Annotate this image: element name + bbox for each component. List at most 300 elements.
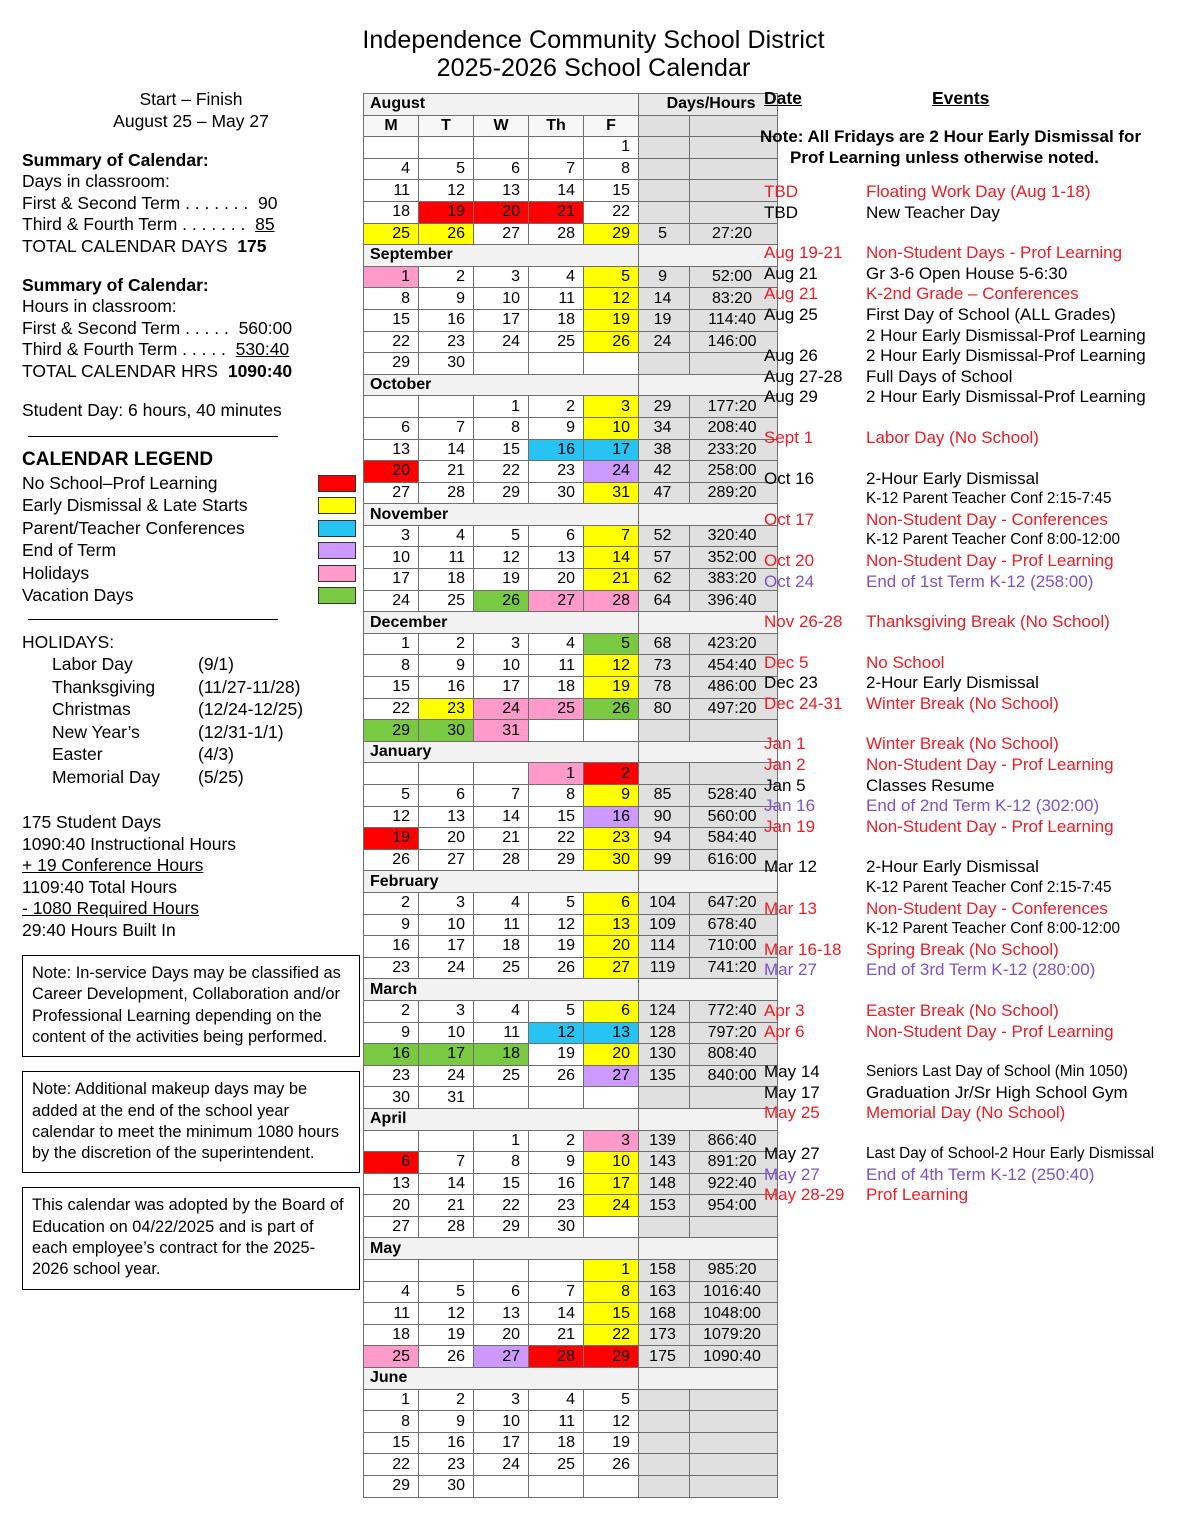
day-cell: 6	[474, 158, 529, 180]
events-spacer	[752, 449, 1182, 469]
day-cell: 9	[529, 1152, 584, 1174]
tally-text: - 1080 Required Hours	[22, 898, 200, 919]
day-cell: 6	[364, 1152, 419, 1174]
event-date: May 27	[764, 1164, 820, 1184]
month-header-row	[364, 612, 778, 634]
cumulative-hours-cell: 528:40	[690, 785, 778, 807]
week-row	[364, 353, 778, 375]
days-term34-row	[22, 214, 360, 236]
hours-term12-row	[22, 318, 360, 340]
day-cell: 5	[584, 1389, 639, 1411]
empty-cell	[474, 1476, 529, 1498]
event-row	[752, 817, 1182, 838]
day-cell: 14	[419, 439, 474, 461]
day-cell: 30	[419, 353, 474, 375]
events-spacer	[752, 837, 1182, 857]
day-cell: 8	[364, 288, 419, 310]
events-spacer	[752, 714, 1182, 734]
day-cell: 26	[419, 223, 474, 245]
empty-cell	[474, 763, 529, 785]
cumulative-days-cell: 153	[639, 1195, 690, 1217]
day-cell: 4	[474, 1000, 529, 1022]
day-cell: 20	[419, 828, 474, 850]
cumulative-days-cell	[639, 720, 690, 742]
event-row	[752, 530, 1182, 551]
week-row	[364, 1130, 778, 1152]
cumulative-hours-cell: 710:00	[690, 936, 778, 958]
day-cell: 1	[364, 266, 419, 288]
day-cell: 10	[584, 417, 639, 439]
cumulative-hours-cell: 954:00	[690, 1195, 778, 1217]
cumulative-hours-cell: 647:20	[690, 892, 778, 914]
cumulative-days-cell	[639, 1476, 690, 1498]
events-spacer	[752, 981, 1182, 1001]
cumulative-hours-cell: 352:00	[690, 547, 778, 569]
event-description: Non-Student Day - Prof Learning	[866, 816, 1114, 836]
event-date: Aug 26	[764, 346, 818, 366]
day-cell: 29	[584, 223, 639, 245]
legend-item-label: End of Term	[22, 540, 117, 561]
day-cell: 31	[474, 720, 529, 742]
day-cell: 19	[584, 677, 639, 699]
event-row	[752, 428, 1182, 449]
cumulative-days-cell: 73	[639, 655, 690, 677]
events-events-header: Events	[932, 88, 990, 108]
day-cell: 15	[584, 1303, 639, 1325]
day-cell: 27	[474, 1346, 529, 1368]
day-cell: 28	[419, 1216, 474, 1238]
event-description: Classes Resume	[866, 775, 995, 795]
empty-cell	[364, 137, 419, 159]
empty-cell	[584, 1476, 639, 1498]
day-cell: 19	[419, 201, 474, 223]
day-cell: 23	[529, 461, 584, 483]
day-cell: 15	[364, 309, 419, 331]
day-cell: 29	[584, 1346, 639, 1368]
tally-text: 1109:40 Total Hours	[22, 876, 178, 897]
cumulative-hours-cell: 808:40	[690, 1044, 778, 1066]
cumulative-days-cell: 38	[639, 439, 690, 461]
day-cell: 13	[584, 1022, 639, 1044]
day-cell: 24	[419, 1065, 474, 1087]
day-cell: 7	[529, 1281, 584, 1303]
cumulative-days-cell	[639, 1454, 690, 1476]
week-row	[364, 1411, 778, 1433]
month-name: October	[364, 374, 639, 396]
week-row	[364, 1324, 778, 1346]
event-row	[752, 878, 1182, 899]
day-cell: 2	[584, 763, 639, 785]
day-cell: 10	[584, 1152, 639, 1174]
day-cell: 13	[584, 914, 639, 936]
cumulative-hours-cell: 616:00	[690, 849, 778, 871]
day-cell: 4	[529, 266, 584, 288]
day-cell: 18	[529, 677, 584, 699]
event-description: End of 2nd Term K-12 (302:00)	[866, 796, 1100, 816]
event-date: Jan 19	[764, 816, 816, 836]
day-cell: 6	[364, 417, 419, 439]
day-cell: 11	[529, 1411, 584, 1433]
day-cell: 27	[529, 590, 584, 612]
event-date: May 17	[764, 1082, 820, 1102]
month-header-row	[364, 871, 778, 893]
day-cell: 20	[584, 1044, 639, 1066]
day-cell: 10	[419, 914, 474, 936]
day-cell: 4	[364, 1281, 419, 1303]
week-row	[364, 1476, 778, 1498]
event-row	[752, 346, 1182, 367]
holidays-title: HOLIDAYS:	[22, 632, 115, 653]
week-row	[364, 1346, 778, 1368]
day-cell: 18	[529, 309, 584, 331]
day-cell: 17	[364, 569, 419, 591]
week-row	[364, 1022, 778, 1044]
legend-list	[22, 472, 360, 608]
week-row	[364, 439, 778, 461]
event-row	[752, 1062, 1182, 1083]
day-cell: 22	[584, 1324, 639, 1346]
event-row	[752, 960, 1182, 981]
week-row	[364, 137, 778, 159]
day-cell: 18	[474, 936, 529, 958]
event-description: Easter Break (No School)	[866, 1001, 1059, 1020]
empty-cell	[364, 1260, 419, 1282]
empty-cell	[474, 1087, 529, 1109]
day-cell: 15	[474, 1173, 529, 1195]
day-cell: 4	[529, 1389, 584, 1411]
event-description: End of 1st Term K-12 (258:00)	[866, 571, 1094, 591]
day-cell: 17	[419, 1044, 474, 1066]
event-row	[752, 367, 1182, 388]
event-date: Aug 19-21	[764, 243, 843, 263]
holiday-name: Thanksgiving	[52, 676, 156, 697]
hours-term34-row	[22, 339, 360, 361]
day-cell: 11	[364, 1303, 419, 1325]
month-header-row	[364, 979, 778, 1001]
start-finish-dates: August 25 – May 27	[113, 111, 269, 131]
cumulative-hours-cell: 289:20	[690, 482, 778, 504]
dow-header-Th: Th	[529, 115, 584, 137]
cumulative-hours-cell: 840:00	[690, 1065, 778, 1087]
day-cell: 21	[419, 1195, 474, 1217]
legend-color-swatch	[318, 520, 356, 537]
day-cell: 30	[364, 1087, 419, 1109]
holiday-name: Labor Day	[52, 654, 133, 675]
day-cell: 1	[529, 763, 584, 785]
cumulative-days-cell: 119	[639, 957, 690, 979]
day-cell: 10	[474, 655, 529, 677]
legend-item-label: Holidays	[22, 562, 90, 583]
cumulative-days-cell	[639, 158, 690, 180]
event-row	[752, 203, 1182, 224]
day-cell: 21	[529, 1324, 584, 1346]
cumulative-days-cell: 24	[639, 331, 690, 353]
legend-color-swatch	[318, 497, 356, 514]
event-description: Full Days of School	[866, 366, 1013, 386]
day-cell: 25	[529, 331, 584, 353]
day-cell: 13	[474, 180, 529, 202]
week-row	[364, 223, 778, 245]
day-cell: 29	[364, 1476, 419, 1498]
month-header-row	[364, 1238, 778, 1260]
cumulative-hours-cell: 114:40	[690, 309, 778, 331]
day-cell: 30	[419, 1476, 474, 1498]
cumulative-hours-cell: 1048:00	[690, 1303, 778, 1325]
month-header-row	[364, 374, 778, 396]
event-date: Jan 5	[764, 775, 806, 795]
week-row	[364, 1044, 778, 1066]
legend-item	[22, 584, 360, 607]
day-cell: 22	[474, 1195, 529, 1217]
day-cell: 16	[419, 1432, 474, 1454]
day-cell: 5	[584, 266, 639, 288]
day-cell: 5	[529, 892, 584, 914]
hours-total-value: 1090:40	[227, 360, 293, 381]
day-cell: 20	[474, 1324, 529, 1346]
day-cell: 8	[364, 1411, 419, 1433]
days-term12-label: First & Second Term . . . . . . .	[22, 192, 249, 213]
event-description: Winter Break (No School)	[866, 734, 1059, 754]
day-cell: 28	[529, 223, 584, 245]
empty-cell	[419, 1260, 474, 1282]
event-row	[752, 489, 1182, 510]
hours-total-row	[22, 361, 360, 383]
holiday-item	[22, 721, 360, 744]
day-cell: 19	[364, 828, 419, 850]
dow-header-F: F	[584, 115, 639, 137]
day-cell: 7	[529, 158, 584, 180]
calendar-table	[363, 93, 778, 1498]
day-cell: 22	[584, 201, 639, 223]
event-date: Aug 29	[764, 387, 818, 407]
day-cell: 14	[584, 547, 639, 569]
day-cell: 17	[474, 309, 529, 331]
cumulative-days-cell: 47	[639, 482, 690, 504]
hours-term12-value: 560:00	[238, 317, 293, 338]
calendar-year: 2025-2026 School Calendar	[436, 54, 751, 82]
day-cell: 2	[529, 1130, 584, 1152]
day-cell: 19	[419, 1324, 474, 1346]
day-cell: 28	[529, 1346, 584, 1368]
holiday-item	[22, 698, 360, 721]
event-description: 2 Hour Early Dismissal-Prof Learning	[866, 346, 1146, 366]
week-row	[364, 1065, 778, 1087]
month-header-row	[364, 245, 778, 267]
week-row	[364, 525, 778, 547]
day-cell: 3	[474, 633, 529, 655]
day-cell: 6	[474, 1281, 529, 1303]
event-description: K-12 Parent Teacher Conf 8:00-12:00	[866, 531, 1120, 549]
week-row	[364, 266, 778, 288]
dow-header-M: M	[364, 115, 419, 137]
week-row	[364, 309, 778, 331]
event-row	[752, 1103, 1182, 1124]
day-cell: 16	[584, 806, 639, 828]
legend-color-swatch	[318, 475, 356, 492]
day-cell: 29	[474, 1216, 529, 1238]
cumulative-hours-cell: 146:00	[690, 331, 778, 353]
event-row	[752, 796, 1182, 817]
day-cell: 3	[474, 266, 529, 288]
day-cell: 21	[419, 461, 474, 483]
week-row	[364, 914, 778, 936]
summary-hours-heading: Summary of Calendar:	[22, 275, 209, 295]
day-cell: 24	[419, 957, 474, 979]
month-header-row	[364, 1108, 778, 1130]
day-cell: 12	[529, 1022, 584, 1044]
day-cell: 6	[419, 785, 474, 807]
day-cell: 2	[419, 266, 474, 288]
week-row	[364, 1389, 778, 1411]
cumulative-days-cell	[639, 201, 690, 223]
cumulative-days-cell: 29	[639, 396, 690, 418]
cumulative-days-cell: 99	[639, 849, 690, 871]
day-cell: 24	[474, 1454, 529, 1476]
month-header-spacer	[639, 1238, 778, 1260]
day-cell: 10	[419, 1022, 474, 1044]
week-row	[364, 201, 778, 223]
fridays-note	[760, 126, 1182, 168]
day-cell: 23	[584, 828, 639, 850]
legend-item	[22, 539, 360, 562]
week-row	[364, 461, 778, 483]
start-finish-label: Start – Finish	[139, 89, 243, 109]
cumulative-hours-cell: 678:40	[690, 914, 778, 936]
event-date: Dec 23	[764, 673, 818, 693]
event-description: End of 4th Term K-12 (250:40)	[866, 1164, 1095, 1184]
empty-cell	[529, 1260, 584, 1282]
day-cell: 5	[419, 158, 474, 180]
day-cell: 3	[419, 1000, 474, 1022]
cumulative-days-cell: 42	[639, 461, 690, 483]
day-cell: 1	[584, 1260, 639, 1282]
cumulative-days-cell: 175	[639, 1346, 690, 1368]
cumulative-days-cell	[639, 763, 690, 785]
day-cell: 31	[584, 482, 639, 504]
day-cell: 8	[474, 417, 529, 439]
day-cell: 26	[584, 698, 639, 720]
day-cell: 31	[419, 1087, 474, 1109]
holiday-date: (4/3)	[198, 744, 234, 765]
cumulative-hours-cell: 177:20	[690, 396, 778, 418]
day-cell: 12	[584, 655, 639, 677]
note-box: Note: Additional makeup days may be added at the end of the school year calendar to meet the minimum 1080 hours by the discretion of the superintendent.	[22, 1071, 360, 1173]
day-cell: 9	[419, 1411, 474, 1433]
event-description: Spring Break (No School)	[866, 939, 1059, 959]
event-description: 2-Hour Early Dismissal	[866, 857, 1039, 877]
cumulative-days-cell	[639, 353, 690, 375]
event-date: Mar 16-18	[764, 939, 842, 959]
day-cell: 10	[474, 1411, 529, 1433]
day-cell: 13	[364, 1173, 419, 1195]
day-cell: 6	[584, 892, 639, 914]
day-cell: 29	[529, 849, 584, 871]
week-row	[364, 1152, 778, 1174]
cumulative-days-cell: 5	[639, 223, 690, 245]
event-date: Dec 24-31	[764, 693, 843, 713]
cumulative-hours-cell: 396:40	[690, 590, 778, 612]
day-cell: 14	[529, 180, 584, 202]
day-cell: 19	[584, 1432, 639, 1454]
week-row	[364, 698, 778, 720]
cumulative-hours-cell: 320:40	[690, 525, 778, 547]
holiday-date: (5/25)	[198, 766, 244, 787]
holiday-date: (11/27-11/28)	[198, 676, 301, 697]
holiday-name: Easter	[52, 744, 103, 765]
month-name: September	[364, 245, 639, 267]
week-row	[364, 1281, 778, 1303]
day-cell: 20	[364, 1195, 419, 1217]
day-cell: 18	[419, 569, 474, 591]
holiday-date: (12/31-1/1)	[198, 721, 284, 742]
empty-cell	[529, 353, 584, 375]
cumulative-hours-cell: 891:20	[690, 1152, 778, 1174]
event-description: Graduation Jr/Sr High School Gym	[866, 1082, 1128, 1102]
day-cell: 3	[584, 1130, 639, 1152]
week-row	[364, 288, 778, 310]
day-cell: 22	[364, 1454, 419, 1476]
month-header-row	[364, 741, 778, 763]
event-description: Last Day of School-2 Hour Early Dismissal	[866, 1144, 1155, 1162]
event-row	[752, 305, 1182, 326]
day-cell: 9	[364, 1022, 419, 1044]
day-cell: 3	[419, 892, 474, 914]
day-cell: 14	[529, 1303, 584, 1325]
event-description: Winter Break (No School)	[866, 693, 1059, 713]
day-cell: 9	[364, 914, 419, 936]
day-cell: 24	[474, 698, 529, 720]
tally-line	[22, 834, 360, 856]
day-cell: 25	[474, 1065, 529, 1087]
legend-color-swatch	[318, 587, 356, 604]
event-date: Aug 27-28	[764, 366, 843, 386]
day-cell: 17	[584, 439, 639, 461]
empty-cell	[364, 396, 419, 418]
event-date: Oct 20	[764, 550, 815, 570]
cumulative-hours-cell	[690, 1454, 778, 1476]
empty-cell	[364, 763, 419, 785]
event-date: May 27	[764, 1143, 820, 1163]
day-cell: 20	[529, 569, 584, 591]
legend-item-label: Parent/Teacher Conferences	[22, 517, 245, 538]
events-column	[752, 88, 1182, 1206]
day-cell: 7	[419, 1152, 474, 1174]
cumulative-days-cell: 135	[639, 1065, 690, 1087]
event-row	[752, 734, 1182, 755]
holiday-list	[22, 653, 360, 788]
event-row	[752, 857, 1182, 878]
day-cell: 25	[474, 957, 529, 979]
calendar-grid	[363, 93, 761, 1498]
cumulative-days-cell: 130	[639, 1044, 690, 1066]
cumulative-days-cell	[639, 1087, 690, 1109]
day-cell: 23	[364, 957, 419, 979]
tally-line	[22, 898, 360, 920]
note-box: Note: In-service Days may be classified as Career Development, Collaboration and/or Professional Learning depending on the content of the activities being performed.	[22, 955, 360, 1057]
cumulative-days-cell	[639, 1411, 690, 1433]
cumulative-days-cell: 158	[639, 1260, 690, 1282]
empty-cell	[419, 396, 474, 418]
events-spacer	[752, 633, 1182, 653]
week-row	[364, 828, 778, 850]
cumulative-days-cell: 57	[639, 547, 690, 569]
cumulative-days-cell: 34	[639, 417, 690, 439]
day-cell: 12	[584, 1411, 639, 1433]
event-date: Nov 26-28	[764, 612, 843, 632]
events-list	[752, 182, 1182, 1206]
week-row	[364, 396, 778, 418]
day-cell: 23	[529, 1195, 584, 1217]
